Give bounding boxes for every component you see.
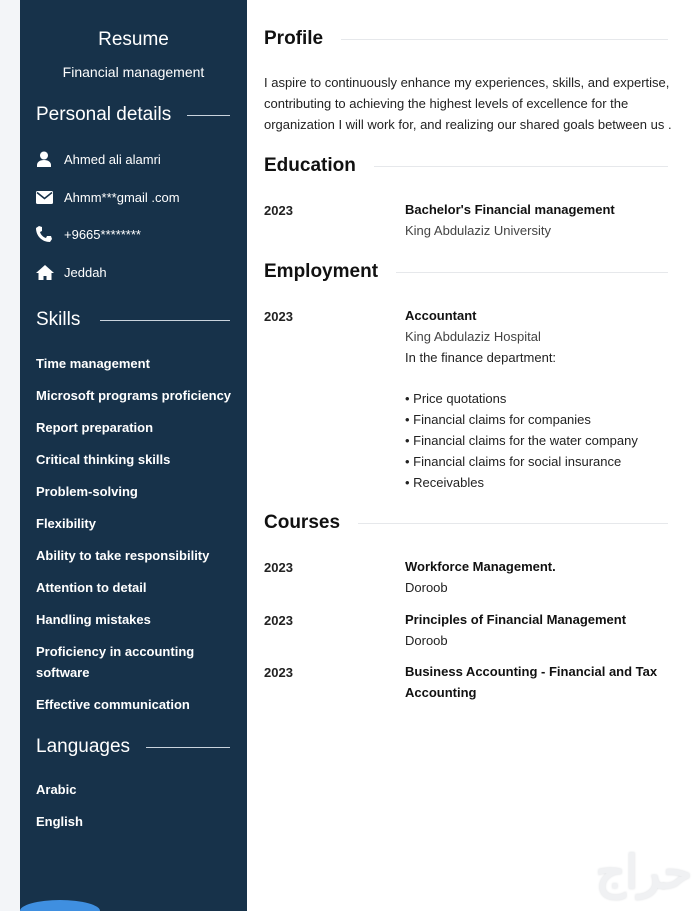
divider bbox=[374, 166, 668, 167]
duty-bullet: • Financial claims for companies bbox=[405, 412, 591, 427]
heading-text: Courses bbox=[264, 512, 341, 533]
course-entry bbox=[405, 661, 665, 703]
education-date: 2023 bbox=[264, 203, 293, 218]
heading-text: Education bbox=[264, 155, 356, 176]
course-date: 2023 bbox=[264, 665, 293, 680]
profile-text: I aspire to continuously enhance my experiences, skills, and expertise, contributing to achieving the highest levels of excellence for the organization I will work for, and realizing our shared goals between us . bbox=[264, 75, 672, 132]
heading-text: Personal details bbox=[36, 104, 172, 125]
profile-heading bbox=[264, 28, 668, 50]
email-text: Ahmm***gmail .com bbox=[64, 189, 180, 205]
divider bbox=[146, 747, 230, 748]
city-text: Jeddah bbox=[64, 264, 107, 280]
phone-text: +9665******** bbox=[64, 226, 141, 242]
skill-item: Report preparation bbox=[36, 420, 154, 435]
education-heading bbox=[264, 155, 668, 177]
course-title: Principles of Financial Management bbox=[405, 612, 627, 627]
duty-list bbox=[405, 388, 685, 493]
personal-details-heading bbox=[36, 104, 230, 126]
personal-city bbox=[36, 262, 107, 282]
avatar-circle bbox=[20, 900, 100, 911]
watermark-logo: حراج bbox=[595, 846, 692, 898]
divider bbox=[187, 115, 230, 116]
resume-title: Resume bbox=[98, 29, 169, 50]
divider bbox=[341, 39, 668, 40]
skill-item: Critical thinking skills bbox=[36, 452, 171, 467]
divider bbox=[396, 272, 668, 273]
skills-heading bbox=[36, 309, 230, 331]
phone-icon bbox=[36, 226, 64, 242]
course-entry bbox=[405, 556, 665, 598]
skill-item: Ability to take responsibility bbox=[36, 548, 210, 563]
employment-date: 2023 bbox=[264, 309, 293, 324]
heading-text: Profile bbox=[264, 28, 324, 49]
name-text: Ahmed ali alamri bbox=[64, 151, 161, 167]
skill-item: Time management bbox=[36, 356, 150, 371]
duty-bullet: • Receivables bbox=[405, 475, 484, 490]
employment-entry bbox=[405, 305, 685, 493]
personal-email bbox=[36, 187, 180, 207]
skill-item: Problem-solving bbox=[36, 484, 138, 499]
duty-bullet: • Price quotations bbox=[405, 391, 507, 406]
course-title: Workforce Management. bbox=[405, 559, 556, 574]
skill-item: Proficiency in accounting software bbox=[36, 644, 195, 680]
user-icon bbox=[36, 151, 64, 167]
heading-text: Skills bbox=[36, 309, 81, 330]
course-entry bbox=[405, 609, 665, 651]
home-icon bbox=[36, 265, 64, 280]
heading-text: Languages bbox=[36, 736, 131, 757]
courses-heading bbox=[264, 512, 668, 534]
skill-item: Handling mistakes bbox=[36, 612, 151, 627]
envelope-icon bbox=[36, 191, 64, 204]
job-description: In the finance department: bbox=[405, 350, 557, 365]
skill-item: Flexibility bbox=[36, 516, 96, 531]
divider bbox=[358, 523, 668, 524]
job-title: Accountant bbox=[405, 308, 477, 323]
course-date: 2023 bbox=[264, 560, 293, 575]
employer: King Abdulaziz Hospital bbox=[405, 329, 541, 344]
divider bbox=[100, 320, 230, 321]
skill-item: Effective communication bbox=[36, 697, 190, 712]
course-date: 2023 bbox=[264, 613, 293, 628]
language-item: English bbox=[36, 814, 83, 829]
degree: Bachelor's Financial management bbox=[405, 202, 615, 217]
course-title: Business Accounting - Financial and Tax Accounting bbox=[405, 664, 658, 700]
languages-heading bbox=[36, 736, 230, 758]
language-item: Arabic bbox=[36, 782, 77, 797]
personal-name bbox=[36, 149, 161, 169]
skill-item: Microsoft programs proficiency bbox=[36, 388, 232, 403]
resume-subtitle: Financial management bbox=[62, 64, 205, 80]
personal-phone bbox=[36, 224, 141, 244]
skill-item: Attention to detail bbox=[36, 580, 147, 595]
institution: King Abdulaziz University bbox=[405, 223, 551, 238]
main-content bbox=[247, 0, 700, 911]
heading-text: Employment bbox=[264, 261, 379, 282]
employment-heading bbox=[264, 261, 668, 283]
course-provider: Doroob bbox=[405, 633, 448, 648]
course-provider: Doroob bbox=[405, 580, 448, 595]
duty-bullet: • Financial claims for the water company bbox=[405, 433, 638, 448]
duty-bullet: • Financial claims for social insurance bbox=[405, 454, 622, 469]
sidebar bbox=[20, 0, 247, 911]
education-entry bbox=[405, 199, 665, 241]
